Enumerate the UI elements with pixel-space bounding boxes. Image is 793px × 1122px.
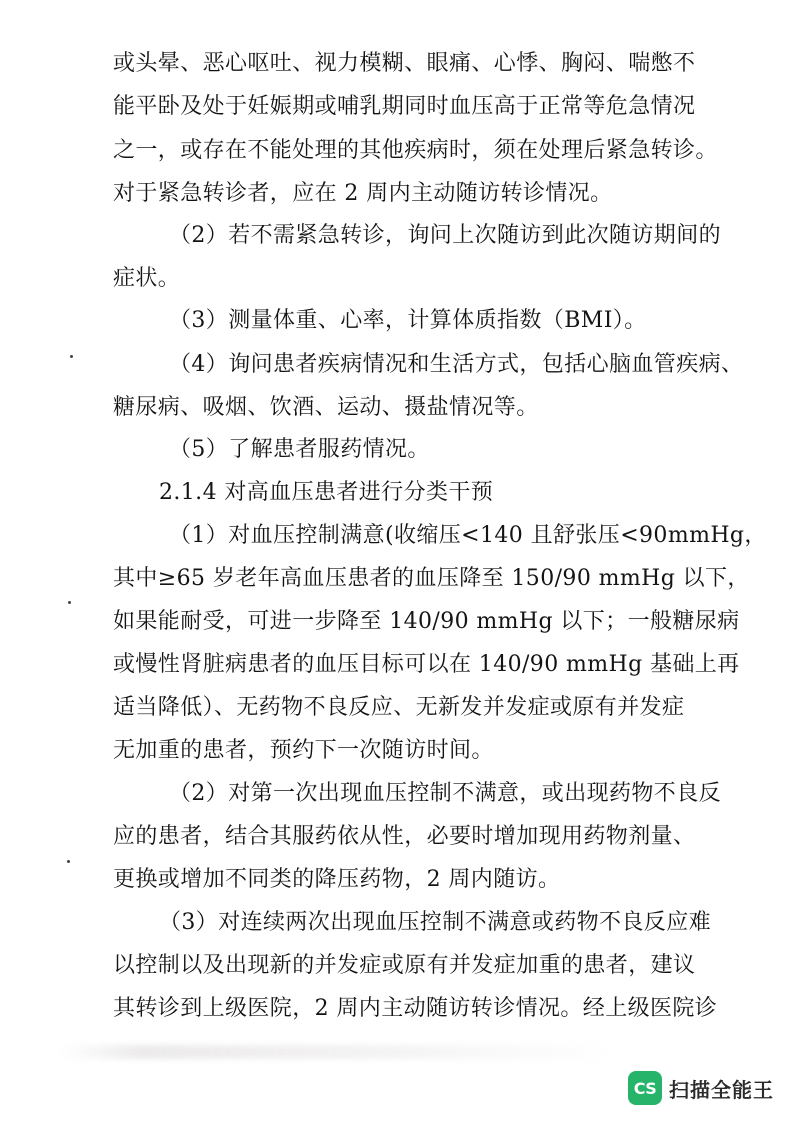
scan-speck (67, 860, 70, 863)
text-line: （4）询问患者疾病情况和生活方式，包括心脑血管疾病、 (169, 352, 744, 377)
text-line: 应的患者，结合其服药依从性，必要时增加现用药物剂量、 (113, 824, 696, 849)
scan-speck (68, 601, 71, 604)
text-line: 其转诊到上级医院，2 周内主动随访转诊情况。经上级医院诊 (113, 996, 718, 1021)
text-line: 能平卧及处于妊娠期或哺乳期同时血压高于正常等危急情况 (113, 94, 696, 119)
text-line: 无加重的患者，预约下一次随访时间。 (113, 738, 494, 763)
watermark-brand-text: 扫描全能王 (669, 1077, 774, 1102)
text-line: 如果能耐受，可进一步降至 140/90 mmHg 以下；一般糖尿病 (113, 609, 740, 634)
text-line: 之一，或存在不能处理的其他疾病时，须在处理后紧急转诊。 (113, 138, 718, 163)
text-line: （1）对血压控制满意(收缩压<140 且舒张压<90mmHg， (169, 523, 767, 548)
text-line: 症状。 (113, 266, 181, 291)
text-line: （3）测量体重、心率，计算体质指数（BMI）。 (169, 308, 647, 333)
text-line: 其中≥65 岁老年高血压患者的血压降至 150/90 mmHg 以下， (113, 566, 750, 591)
scan-smudge (60, 1045, 620, 1059)
text-line: 以控制以及出现新的并发症或原有并发症加重的患者，建议 (113, 953, 696, 978)
text-line: 糖尿病、吸烟、饮酒、运动、摄盐情况等。 (113, 395, 539, 420)
text-line: （2）若不需紧急转诊，询问上次随访到此次随访期间的 (169, 223, 721, 248)
section-heading: 2.1.4 对高血压患者进行分类干预 (159, 480, 494, 505)
text-line: 更换或增加不同类的降压药物，2 周内随访。 (113, 867, 561, 892)
camscanner-logo-icon: CS (628, 1071, 662, 1105)
text-line: （3）对连续两次出现血压控制不满意或药物不良反应难 (159, 910, 711, 935)
text-line: 适当降低）、无药物不良反应、无新发并发症或原有并发症 (113, 695, 685, 720)
text-line: （2）对第一次出现血压控制不满意，或出现药物不良反 (169, 781, 721, 806)
camscanner-watermark (628, 1070, 774, 1106)
text-line: 对于紧急转诊者，应在 2 周内主动随访转诊情况。 (113, 181, 613, 206)
text-line: 或头晕、恶心呕吐、视力模糊、眼痛、心悸、胸闷、喘憋不 (113, 51, 696, 76)
scan-speck (70, 355, 73, 358)
text-line: （5）了解患者服药情况。 (169, 437, 430, 462)
text-line: 或慢性肾脏病患者的血压目标可以在 140/90 mmHg 基础上再 (113, 652, 740, 677)
